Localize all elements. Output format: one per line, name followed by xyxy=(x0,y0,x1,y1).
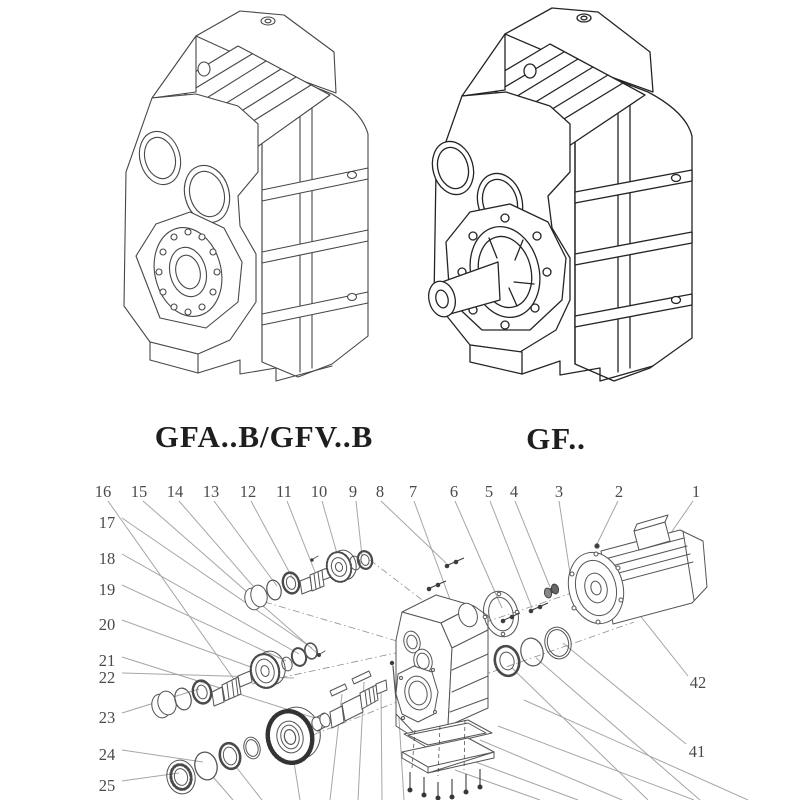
figure-gf-drawing xyxy=(425,8,692,381)
callout-19: 19 xyxy=(98,580,116,599)
callout-15: 15 xyxy=(130,482,148,501)
figure-gfab-drawing xyxy=(124,11,368,381)
input-gear-set xyxy=(243,548,374,612)
callout-4: 4 xyxy=(509,482,519,501)
callout-41: 41 xyxy=(688,742,706,761)
callout-9: 9 xyxy=(348,482,358,501)
callout-25: 25 xyxy=(98,776,116,795)
callout-11: 11 xyxy=(276,482,292,501)
callout-24: 24 xyxy=(98,745,116,764)
housing xyxy=(396,595,488,740)
callout-2: 2 xyxy=(614,482,624,501)
callout-numbers-left xyxy=(99,513,116,795)
motor xyxy=(561,515,707,629)
callout-13: 13 xyxy=(202,482,220,501)
coupling-sleeve xyxy=(543,583,559,598)
callout-6: 6 xyxy=(449,482,459,501)
callout-21: 21 xyxy=(98,651,116,670)
callout-22: 22 xyxy=(98,668,116,687)
callout-1: 1 xyxy=(691,482,701,501)
callout-20: 20 xyxy=(98,615,116,634)
figure-gf-label: GF.. xyxy=(526,421,586,456)
callout-7: 7 xyxy=(408,482,418,501)
bottom-cover xyxy=(402,738,494,773)
exploded-view xyxy=(95,482,748,800)
callout-42: 42 xyxy=(689,673,707,692)
figure-gfab-label: GFA..B/GFV..B xyxy=(154,419,374,454)
callout-10: 10 xyxy=(310,482,328,501)
callout-12: 12 xyxy=(239,482,257,501)
callout-14: 14 xyxy=(166,482,184,501)
callout-18: 18 xyxy=(98,549,116,568)
callout-numbers-right xyxy=(689,673,707,761)
callout-3: 3 xyxy=(554,482,564,501)
callout-17: 17 xyxy=(98,513,116,532)
callout-5: 5 xyxy=(484,482,494,501)
callout-numbers-top xyxy=(95,482,700,501)
callout-8: 8 xyxy=(375,482,385,501)
callout-16: 16 xyxy=(94,482,112,501)
callout-23: 23 xyxy=(98,708,116,727)
